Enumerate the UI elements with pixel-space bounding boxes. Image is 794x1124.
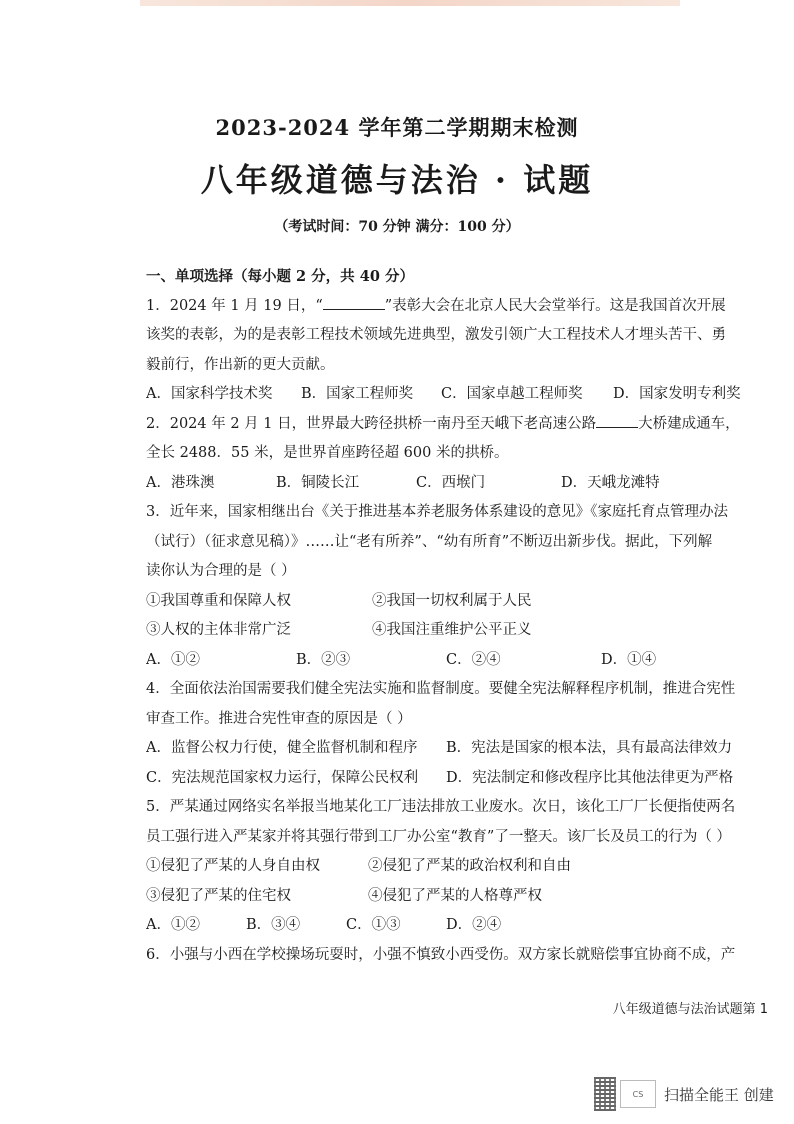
q1-stem-line3: 毅前行，作出新的更大贡献。 — [146, 356, 335, 373]
scanner-logo-icon: CS — [620, 1080, 656, 1108]
scan-stamp-text: 扫描全能王 创建 — [664, 1085, 774, 1104]
q3-option-d: D．①④ — [601, 651, 657, 668]
q3-options — [146, 646, 768, 676]
exam-term-title: 2023-2024 学年第二学期期末检测 — [215, 115, 579, 140]
q3-stem-line3: 读你认为合理的是（ ） — [146, 563, 296, 579]
q2-stem-pre: 2．2024 年 2 月 1 日，世界最大跨径拱桥一南丹至天峨下老高速公路 — [146, 415, 597, 432]
q2-options — [146, 469, 768, 499]
q2-option-a: A．港珠澳 — [146, 474, 215, 491]
q5-option-a: A．①② — [146, 917, 200, 933]
q5-statements-row1 — [146, 852, 768, 882]
q1-blank — [323, 295, 385, 310]
q2-stem-line1 — [146, 410, 768, 440]
qr-code-icon — [594, 1077, 616, 1111]
q6-stem-line1: 6．小强与小西在学校操场玩耍时，小强不慎致小西受伤。双方家长就赔偿事宜协商不成，产 — [146, 946, 736, 963]
q2-blank — [596, 413, 638, 428]
q4-option-c: C．宪法规范国家权力运行，保障公民权利 — [146, 769, 419, 786]
exam-subject-title: 八年级道德与法治 · 试题 — [200, 161, 594, 199]
scan-stamp — [594, 1074, 774, 1114]
q4-options-row1 — [146, 734, 768, 764]
q3-statement-2: ②我国一切权利属于人民 — [372, 592, 532, 609]
exam-info: （考试时间：70 分钟 满分：100 分） — [274, 219, 520, 235]
q5-option-d: D．②④ — [446, 917, 502, 933]
q5-statements-row2 — [146, 882, 768, 912]
q2-option-c: C．西堠门 — [416, 474, 486, 491]
scan-edge-strip — [140, 0, 680, 6]
q1-stem-post: ”表彰大会在北京人民大会堂举行。这是我国首次开展 — [384, 297, 726, 314]
page-footer: 八年级道德与法治试题第 1 — [612, 1002, 768, 1017]
q1-option-c: C．国家卓越工程师奖 — [441, 386, 583, 402]
q3-statement-3: ③人权的主体非常广泛 — [146, 622, 291, 638]
q5-statement-4: ④侵犯了严某的人格尊严权 — [368, 887, 542, 904]
q3-statement-1: ①我国尊重和保障人权 — [146, 592, 291, 609]
q4-option-a: A．监督公权力行使，健全监督机制和程序 — [146, 740, 418, 756]
q3-option-c: C．②④ — [446, 651, 501, 668]
q4-stem-line2: 审查工作。推进合宪性审查的原因是（ ） — [146, 710, 412, 727]
q5-options — [146, 911, 768, 941]
q3-option-a: A．①② — [146, 651, 200, 668]
q3-statements-row1 — [146, 587, 768, 617]
q2-stem-post: 大桥建成通车， — [638, 415, 740, 432]
q2-option-d: D．天峨龙滩特 — [561, 474, 660, 491]
question-content — [146, 262, 768, 970]
q2-stem-line2: 全长 2488．55 米，是世界首座跨径超 600 米的拱桥。 — [146, 445, 509, 461]
q5-statement-2: ②侵犯了严某的政治权利和自由 — [368, 858, 571, 874]
q5-option-b: B．③④ — [246, 917, 301, 933]
q5-option-c: C．①③ — [346, 917, 401, 933]
q4-options-row2 — [146, 764, 768, 794]
q3-statements-row2 — [146, 616, 768, 646]
q4-option-d: D．宪法制定和修改程序比其他法律更为严格 — [446, 769, 734, 786]
q1-option-a: A．国家科学技术奖 — [146, 386, 273, 402]
q1-stem-line1 — [146, 292, 768, 322]
q1-option-b: B．国家工程师奖 — [301, 386, 414, 402]
q3-option-b: B．②③ — [296, 651, 351, 668]
q4-stem-line1: 4．全面依法治国需要我们健全宪法实施和监督制度。要健全宪法解释程序机制，推进合宪性 — [146, 681, 736, 697]
q1-stem-pre: 1．2024 年 1 月 19 日，“ — [146, 297, 323, 314]
q1-options — [146, 380, 768, 410]
q1-stem-line2: 该奖的表彰，为的是表彰工程技术领域先进典型，激发引领广大工程技术人才埋头苦干、勇 — [146, 327, 726, 343]
q3-stem-line1: 3．近年来，国家相继出台《关于推进基本养老服务体系建设的意见》《家庭托育点管理办法 — [146, 504, 728, 520]
q5-statement-1: ①侵犯了严某的人身自由权 — [146, 858, 320, 874]
q2-option-b: B．铜陵长江 — [276, 474, 360, 491]
section-title: 一、单项选择（每小题 2 分，共 40 分） — [146, 268, 414, 285]
q5-statement-3: ③侵犯了严某的住宅权 — [146, 887, 291, 904]
q3-stem-line2: （试行）（征求意见稿）》……让“老有所养”、“幼有所育”不断迈出新步伐。据此，下列解 — [146, 533, 713, 550]
q5-stem-line2: 员工强行进入严某家并将其强行带到工厂办公室“教育”了一整天。该厂长及员工的行为（ ） — [146, 828, 731, 845]
q4-option-b: B．宪法是国家的根本法，具有最高法律效力 — [446, 740, 733, 756]
q1-option-d: D．国家发明专利奖 — [613, 386, 741, 402]
q3-statement-4: ④我国注重维护公平正义 — [372, 622, 532, 638]
q5-stem-line1: 5．严某通过网络实名举报当地某化工厂违法排放工业废水。次日，该化工厂厂长便指使两名 — [146, 799, 736, 815]
